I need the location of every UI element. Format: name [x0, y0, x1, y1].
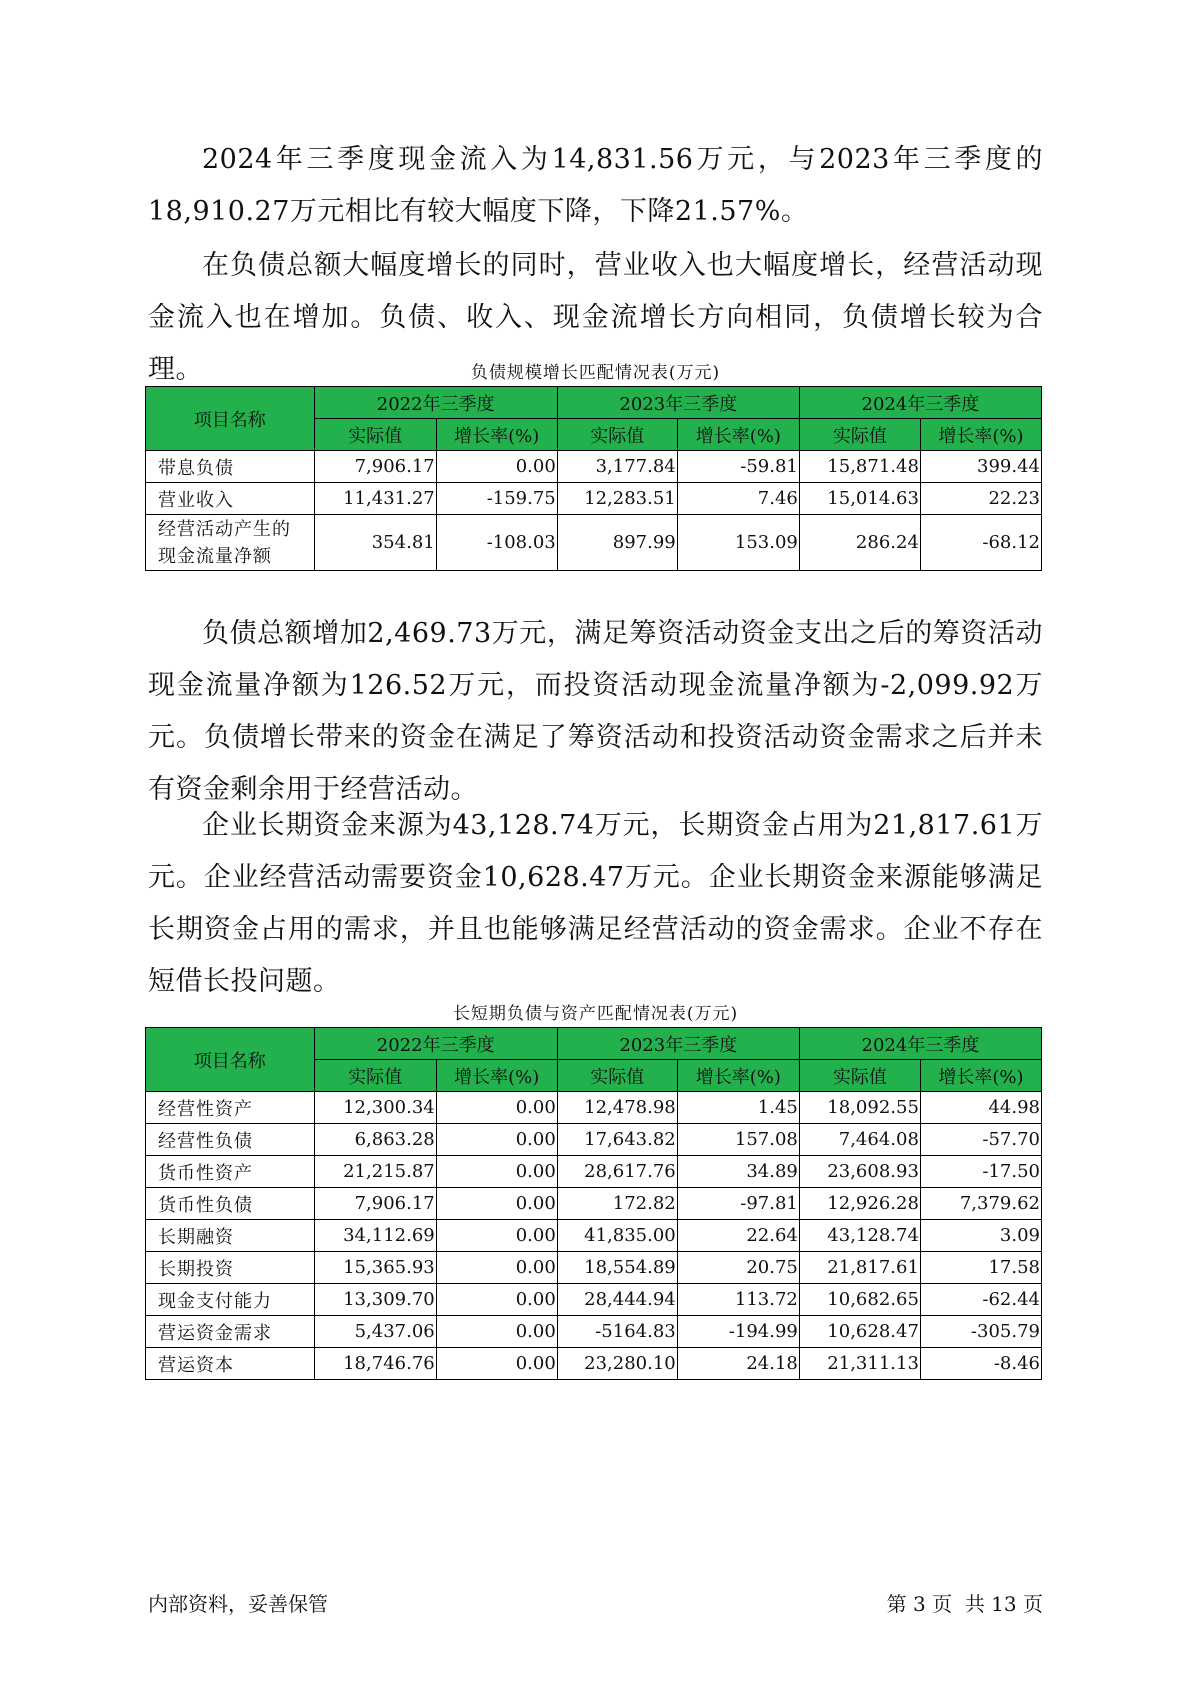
growth-rate-cell: 17.58: [920, 1252, 1041, 1284]
actual-value-cell: 11,431.27: [314, 483, 436, 515]
actual-value-cell: 41,835.00: [557, 1220, 677, 1252]
actual-value-cell: 6,863.28: [314, 1124, 436, 1156]
table-row: [146, 483, 1042, 515]
debt-scale-table: [145, 386, 1042, 571]
growth-rate-cell: -62.44: [920, 1284, 1041, 1316]
growth-rate-cell: -8.46: [920, 1348, 1041, 1380]
actual-header: 实际值: [799, 1060, 920, 1092]
row-label: 经营活动产生的现金流量净额: [146, 515, 315, 571]
row-label: 营运资金需求: [146, 1316, 315, 1348]
growth-rate-cell: 0.00: [436, 1188, 557, 1220]
row-label: 经营性资产: [146, 1092, 315, 1124]
actual-value-cell: 172.82: [557, 1188, 677, 1220]
growth-rate-cell: -57.70: [920, 1124, 1041, 1156]
growth-rate-cell: -97.81: [677, 1188, 799, 1220]
item-name-header: 项目名称: [146, 387, 315, 451]
growth-rate-cell: 44.98: [920, 1092, 1041, 1124]
growth-header: 增长率(%): [677, 419, 799, 451]
table-row: [146, 1316, 1042, 1348]
actual-value-cell: 21,311.13: [799, 1348, 920, 1380]
actual-value-cell: 10,682.65: [799, 1284, 920, 1316]
actual-value-cell: 15,014.63: [799, 483, 920, 515]
actual-value-cell: 18,554.89: [557, 1252, 677, 1284]
growth-rate-cell: 0.00: [436, 1124, 557, 1156]
actual-value-cell: 21,215.87: [314, 1156, 436, 1188]
table-row: [146, 1124, 1042, 1156]
actual-value-cell: 7,464.08: [799, 1124, 920, 1156]
growth-header: 增长率(%): [677, 1060, 799, 1092]
period-header: 2022年三季度: [314, 387, 557, 419]
actual-value-cell: 897.99: [557, 515, 677, 571]
growth-rate-cell: -305.79: [920, 1316, 1041, 1348]
table-row: [146, 451, 1042, 483]
growth-header: 增长率(%): [920, 419, 1041, 451]
paragraph-financing: 负债总额增加2,469.73万元，满足筹资活动资金支出之后的筹资活动现金流量净额为126.52万元，而投资活动现金流量净额为-2,099.92万元。负债增长带来的资金在满足了筹资活动和投资活动资金需求之后并未有资金剩余用于经营活动。: [148, 618, 1043, 805]
actual-value-cell: 18,746.76: [314, 1348, 436, 1380]
paragraph-long-term-funds: 企业长期资金来源为43,128.74万元，长期资金占用为21,817.61万元。企业经营活动需要资金10,628.47万元。企业长期资金来源能够满足长期资金占用的需求，并且也能够满足经营活动的资金需求。企业不存在短借长投问题。: [148, 810, 1043, 997]
period-header: 2024年三季度: [799, 1028, 1041, 1060]
growth-header: 增长率(%): [436, 419, 557, 451]
growth-rate-cell: 0.00: [436, 451, 557, 483]
growth-rate-cell: 0.00: [436, 1316, 557, 1348]
footer-confidential: 内部资料，妥善保管: [148, 1592, 328, 1616]
growth-header: 增长率(%): [920, 1060, 1041, 1092]
item-name-header: 项目名称: [146, 1028, 315, 1092]
actual-value-cell: 354.81: [314, 515, 436, 571]
table-row: [146, 515, 1042, 571]
actual-value-cell: 21,817.61: [799, 1252, 920, 1284]
actual-value-cell: 18,092.55: [799, 1092, 920, 1124]
table-row: [146, 1284, 1042, 1316]
actual-value-cell: 43,128.74: [799, 1220, 920, 1252]
growth-rate-cell: -108.03: [436, 515, 557, 571]
period-header: 2024年三季度: [799, 387, 1041, 419]
table1-caption: 负债规模增长匹配情况表(万元): [470, 363, 721, 383]
growth-rate-cell: -17.50: [920, 1156, 1041, 1188]
actual-value-cell: 12,926.28: [799, 1188, 920, 1220]
growth-rate-cell: 113.72: [677, 1284, 799, 1316]
row-label: 带息负债: [146, 451, 315, 483]
growth-header: 增长率(%): [436, 1060, 557, 1092]
paragraph-cash-inflow: 2024年三季度现金流入为14,831.56万元，与2023年三季度的18,910.27万元相比有较大幅度下降，下降21.57%。: [148, 144, 1043, 227]
growth-rate-cell: 157.08: [677, 1124, 799, 1156]
growth-rate-cell: -159.75: [436, 483, 557, 515]
growth-rate-cell: 34.89: [677, 1156, 799, 1188]
row-label: 现金支付能力: [146, 1284, 315, 1316]
actual-value-cell: 7,906.17: [314, 451, 436, 483]
actual-value-cell: 5,437.06: [314, 1316, 436, 1348]
footer-page-number: 第 3 页 共 13 页: [886, 1592, 1043, 1616]
actual-value-cell: 28,617.76: [557, 1156, 677, 1188]
row-label: 营运资本: [146, 1348, 315, 1380]
row-label: 经营性负债: [146, 1124, 315, 1156]
actual-value-cell: -5164.83: [557, 1316, 677, 1348]
growth-rate-cell: 0.00: [436, 1092, 557, 1124]
table-row: [146, 1220, 1042, 1252]
period-header: 2022年三季度: [314, 1028, 557, 1060]
period-header: 2023年三季度: [557, 387, 799, 419]
growth-rate-cell: 0.00: [436, 1348, 557, 1380]
growth-rate-cell: 22.23: [920, 483, 1041, 515]
growth-rate-cell: 0.00: [436, 1284, 557, 1316]
actual-header: 实际值: [557, 419, 677, 451]
actual-value-cell: 17,643.82: [557, 1124, 677, 1156]
period-header: 2023年三季度: [557, 1028, 799, 1060]
row-label: 货币性资产: [146, 1156, 315, 1188]
actual-value-cell: 28,444.94: [557, 1284, 677, 1316]
actual-value-cell: 13,309.70: [314, 1284, 436, 1316]
table-row: [146, 1348, 1042, 1380]
actual-value-cell: 23,608.93: [799, 1156, 920, 1188]
growth-rate-cell: 7,379.62: [920, 1188, 1041, 1220]
table2-caption: 长短期负债与资产匹配情况表(万元): [452, 1004, 739, 1024]
actual-value-cell: 7,906.17: [314, 1188, 436, 1220]
actual-value-cell: 23,280.10: [557, 1348, 677, 1380]
table-row: [146, 1252, 1042, 1284]
paragraph-debt-growth: 在负债总额大幅度增长的同时，营业收入也大幅度增长，经营活动现金流入也在增加。负债、收入、现金流增长方向相同，负债增长较为合理。: [148, 250, 1043, 385]
table-row: [146, 1092, 1042, 1124]
actual-value-cell: 34,112.69: [314, 1220, 436, 1252]
table-row: [146, 1156, 1042, 1188]
growth-rate-cell: 3.09: [920, 1220, 1041, 1252]
actual-value-cell: 286.24: [799, 515, 920, 571]
actual-value-cell: 12,478.98: [557, 1092, 677, 1124]
growth-rate-cell: 7.46: [677, 483, 799, 515]
growth-rate-cell: 1.45: [677, 1092, 799, 1124]
actual-header: 实际值: [557, 1060, 677, 1092]
actual-header: 实际值: [799, 419, 920, 451]
actual-header: 实际值: [314, 419, 436, 451]
growth-rate-cell: 22.64: [677, 1220, 799, 1252]
growth-rate-cell: 20.75: [677, 1252, 799, 1284]
growth-rate-cell: -194.99: [677, 1316, 799, 1348]
growth-rate-cell: 153.09: [677, 515, 799, 571]
actual-value-cell: 10,628.47: [799, 1316, 920, 1348]
row-label: 长期融资: [146, 1220, 315, 1252]
growth-rate-cell: 0.00: [436, 1220, 557, 1252]
actual-value-cell: 12,283.51: [557, 483, 677, 515]
row-label: 长期投资: [146, 1252, 315, 1284]
actual-header: 实际值: [314, 1060, 436, 1092]
growth-rate-cell: 399.44: [920, 451, 1041, 483]
actual-value-cell: 3,177.84: [557, 451, 677, 483]
actual-value-cell: 15,871.48: [799, 451, 920, 483]
row-label: 货币性负债: [146, 1188, 315, 1220]
actual-value-cell: 15,365.93: [314, 1252, 436, 1284]
growth-rate-cell: 0.00: [436, 1252, 557, 1284]
growth-rate-cell: -68.12: [920, 515, 1041, 571]
growth-rate-cell: -59.81: [677, 451, 799, 483]
long-short-matching-table: [145, 1027, 1042, 1380]
row-label: 营业收入: [146, 483, 315, 515]
actual-value-cell: 12,300.34: [314, 1092, 436, 1124]
growth-rate-cell: 24.18: [677, 1348, 799, 1380]
growth-rate-cell: 0.00: [436, 1156, 557, 1188]
table-row: [146, 1188, 1042, 1220]
